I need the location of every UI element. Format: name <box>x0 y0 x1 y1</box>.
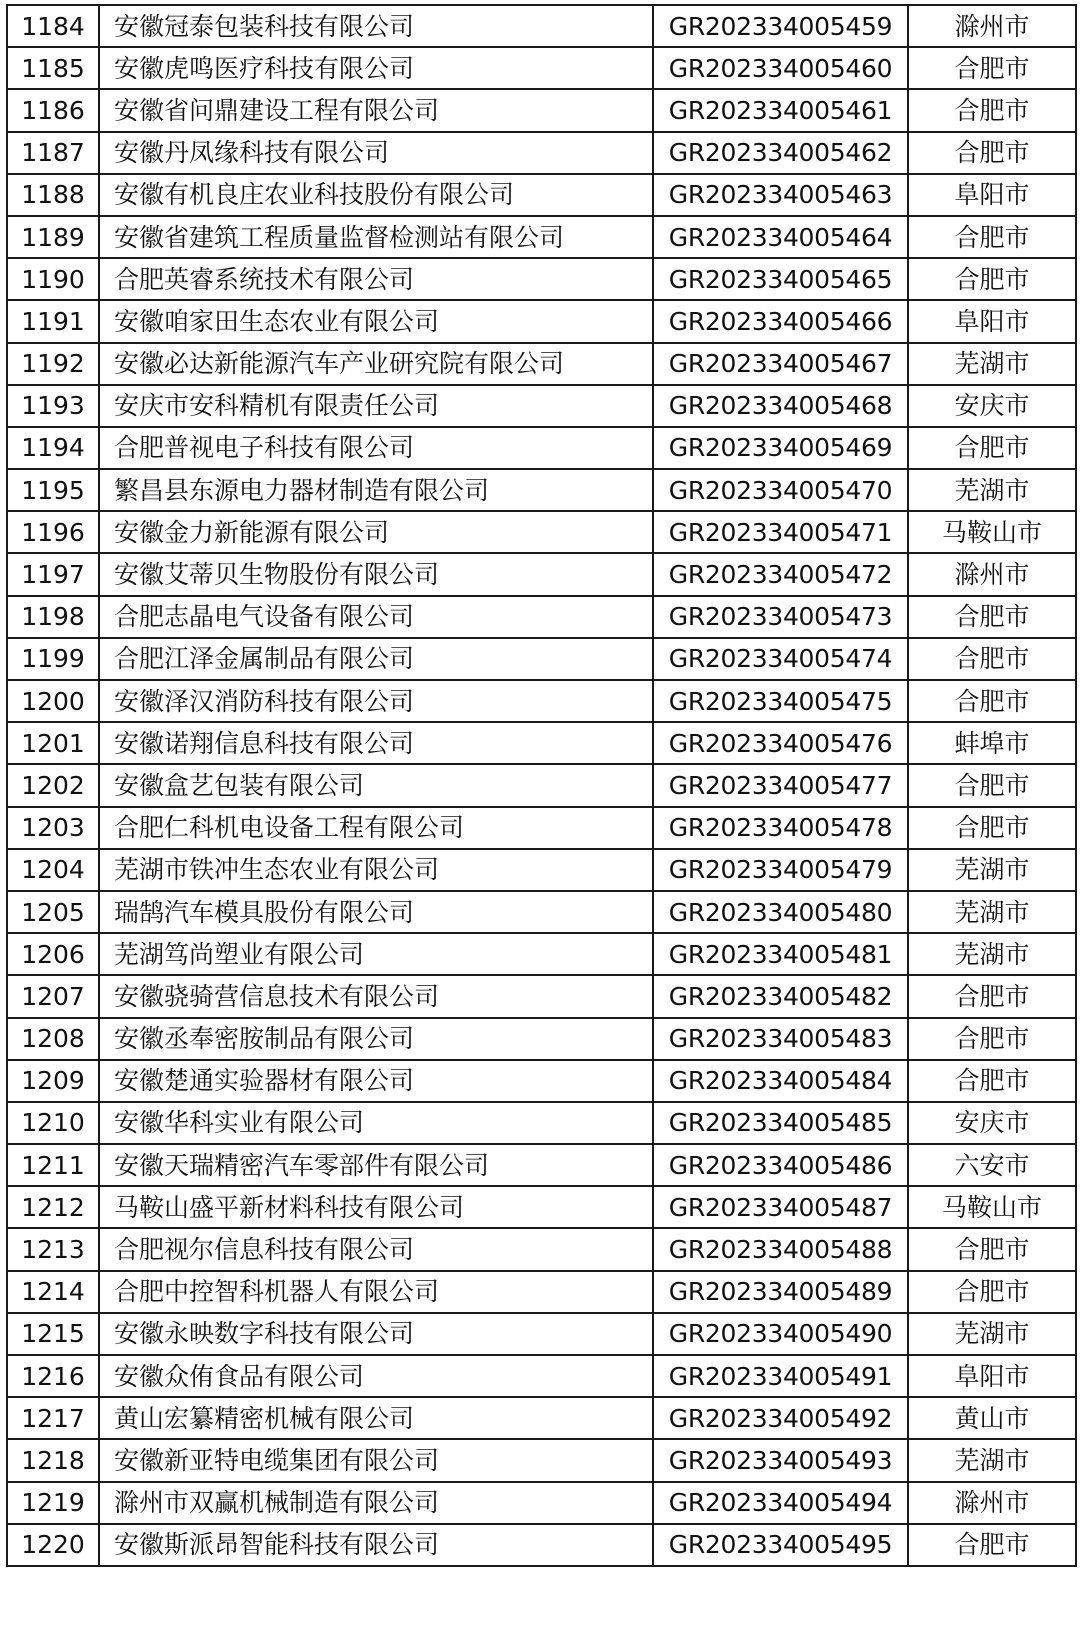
city-name: 合肥市 <box>908 1018 1076 1060</box>
table-row <box>7 1144 1076 1186</box>
row-number: 1198 <box>7 596 99 638</box>
row-number: 1216 <box>7 1355 99 1397</box>
certificate-number: GR202334005465 <box>653 258 908 300</box>
company-name: 合肥志晶电气设备有限公司 <box>99 596 653 638</box>
row-number: 1215 <box>7 1313 99 1355</box>
row-number: 1210 <box>7 1102 99 1144</box>
row-number: 1209 <box>7 1060 99 1102</box>
row-number: 1187 <box>7 132 99 174</box>
company-name: 安徽泽汉消防科技有限公司 <box>99 680 653 722</box>
city-name: 阜阳市 <box>908 1355 1076 1397</box>
table-row <box>7 47 1076 89</box>
table-row <box>7 89 1076 131</box>
table-row <box>7 849 1076 891</box>
certificate-number: GR202334005459 <box>653 5 908 47</box>
city-name: 合肥市 <box>908 638 1076 680</box>
city-name: 马鞍山市 <box>908 511 1076 553</box>
table-row <box>7 596 1076 638</box>
city-name: 合肥市 <box>908 132 1076 174</box>
city-name: 芜湖市 <box>908 1313 1076 1355</box>
table-row <box>7 1228 1076 1270</box>
certificate-number: GR202334005461 <box>653 89 908 131</box>
company-name: 合肥普视电子科技有限公司 <box>99 427 653 469</box>
row-number: 1185 <box>7 47 99 89</box>
certificate-number: GR202334005470 <box>653 469 908 511</box>
city-name: 蚌埠市 <box>908 722 1076 764</box>
row-number: 1206 <box>7 933 99 975</box>
row-number: 1201 <box>7 722 99 764</box>
table-row <box>7 1186 1076 1228</box>
company-name: 安徽斯派昂智能科技有限公司 <box>99 1524 653 1566</box>
row-number: 1218 <box>7 1439 99 1481</box>
certificate-number: GR202334005490 <box>653 1313 908 1355</box>
company-name: 安徽丹凤缘科技有限公司 <box>99 132 653 174</box>
table-row <box>7 680 1076 722</box>
company-name: 芜湖笃尚塑业有限公司 <box>99 933 653 975</box>
table-row <box>7 300 1076 342</box>
table-row <box>7 975 1076 1017</box>
certificate-number: GR202334005489 <box>653 1271 908 1313</box>
row-number: 1214 <box>7 1271 99 1313</box>
table-row <box>7 427 1076 469</box>
certificate-number: GR202334005484 <box>653 1060 908 1102</box>
table-body <box>7 5 1076 1566</box>
certificate-number: GR202334005471 <box>653 511 908 553</box>
company-table <box>6 4 1077 1567</box>
city-name: 芜湖市 <box>908 343 1076 385</box>
company-name: 安徽省建筑工程质量监督检测站有限公司 <box>99 216 653 258</box>
row-number: 1212 <box>7 1186 99 1228</box>
certificate-number: GR202334005476 <box>653 722 908 764</box>
row-number: 1204 <box>7 849 99 891</box>
table-row <box>7 511 1076 553</box>
table-row <box>7 1355 1076 1397</box>
city-name: 芜湖市 <box>908 1439 1076 1481</box>
company-name: 安徽虎鸣医疗科技有限公司 <box>99 47 653 89</box>
company-name: 芜湖市铁冲生态农业有限公司 <box>99 849 653 891</box>
city-name: 马鞍山市 <box>908 1186 1076 1228</box>
certificate-number: GR202334005494 <box>653 1482 908 1524</box>
company-name: 安徽天瑞精密汽车零部件有限公司 <box>99 1144 653 1186</box>
company-name: 合肥英睿系统技术有限公司 <box>99 258 653 300</box>
table-row <box>7 1060 1076 1102</box>
certificate-number: GR202334005482 <box>653 975 908 1017</box>
row-number: 1184 <box>7 5 99 47</box>
table-row <box>7 174 1076 216</box>
city-name: 黄山市 <box>908 1397 1076 1439</box>
table-row <box>7 891 1076 933</box>
row-number: 1196 <box>7 511 99 553</box>
city-name: 合肥市 <box>908 596 1076 638</box>
company-name: 安徽咱家田生态农业有限公司 <box>99 300 653 342</box>
company-name: 安徽众侑食品有限公司 <box>99 1355 653 1397</box>
certificate-number: GR202334005473 <box>653 596 908 638</box>
row-number: 1205 <box>7 891 99 933</box>
certificate-number: GR202334005485 <box>653 1102 908 1144</box>
row-number: 1188 <box>7 174 99 216</box>
row-number: 1190 <box>7 258 99 300</box>
row-number: 1203 <box>7 807 99 849</box>
company-name: 安徽冠泰包装科技有限公司 <box>99 5 653 47</box>
certificate-number: GR202334005474 <box>653 638 908 680</box>
certificate-number: GR202334005477 <box>653 764 908 806</box>
table-row <box>7 469 1076 511</box>
table-row <box>7 258 1076 300</box>
row-number: 1207 <box>7 975 99 1017</box>
city-name: 合肥市 <box>908 680 1076 722</box>
company-name: 安徽骁骑营信息技术有限公司 <box>99 975 653 1017</box>
certificate-number: GR202334005479 <box>653 849 908 891</box>
company-name: 黄山宏纂精密机械有限公司 <box>99 1397 653 1439</box>
city-name: 合肥市 <box>908 1060 1076 1102</box>
certificate-number: GR202334005472 <box>653 553 908 595</box>
table-row <box>7 1439 1076 1481</box>
city-name: 芜湖市 <box>908 469 1076 511</box>
row-number: 1189 <box>7 216 99 258</box>
company-name: 安徽丞奉密胺制品有限公司 <box>99 1018 653 1060</box>
certificate-number: GR202334005469 <box>653 427 908 469</box>
table-row <box>7 1482 1076 1524</box>
row-number: 1193 <box>7 385 99 427</box>
company-name: 安徽盒艺包装有限公司 <box>99 764 653 806</box>
row-number: 1186 <box>7 89 99 131</box>
row-number: 1199 <box>7 638 99 680</box>
certificate-number: GR202334005466 <box>653 300 908 342</box>
company-name: 安徽永映数字科技有限公司 <box>99 1313 653 1355</box>
certificate-number: GR202334005491 <box>653 1355 908 1397</box>
city-name: 滁州市 <box>908 1482 1076 1524</box>
city-name: 芜湖市 <box>908 933 1076 975</box>
certificate-number: GR202334005475 <box>653 680 908 722</box>
row-number: 1195 <box>7 469 99 511</box>
table-row <box>7 1271 1076 1313</box>
city-name: 合肥市 <box>908 1524 1076 1566</box>
certificate-number: GR202334005464 <box>653 216 908 258</box>
table-row <box>7 553 1076 595</box>
table-row <box>7 343 1076 385</box>
row-number: 1197 <box>7 553 99 595</box>
city-name: 合肥市 <box>908 1228 1076 1270</box>
company-name: 繁昌县东源电力器材制造有限公司 <box>99 469 653 511</box>
city-name: 滁州市 <box>908 553 1076 595</box>
certificate-number: GR202334005460 <box>653 47 908 89</box>
city-name: 合肥市 <box>908 1271 1076 1313</box>
table-row <box>7 1524 1076 1566</box>
row-number: 1208 <box>7 1018 99 1060</box>
city-name: 滁州市 <box>908 5 1076 47</box>
company-name: 安徽诺翔信息科技有限公司 <box>99 722 653 764</box>
row-number: 1220 <box>7 1524 99 1566</box>
city-name: 安庆市 <box>908 385 1076 427</box>
table-row <box>7 5 1076 47</box>
certificate-number: GR202334005480 <box>653 891 908 933</box>
company-name: 安徽艾蒂贝生物股份有限公司 <box>99 553 653 595</box>
company-name: 合肥仁科机电设备工程有限公司 <box>99 807 653 849</box>
certificate-number: GR202334005478 <box>653 807 908 849</box>
certificate-number: GR202334005483 <box>653 1018 908 1060</box>
company-name: 合肥江泽金属制品有限公司 <box>99 638 653 680</box>
row-number: 1219 <box>7 1482 99 1524</box>
row-number: 1200 <box>7 680 99 722</box>
table-row <box>7 216 1076 258</box>
table-row <box>7 1102 1076 1144</box>
city-name: 合肥市 <box>908 47 1076 89</box>
company-name: 安徽楚通实验器材有限公司 <box>99 1060 653 1102</box>
city-name: 芜湖市 <box>908 891 1076 933</box>
table-row <box>7 807 1076 849</box>
company-name: 瑞鹄汽车模具股份有限公司 <box>99 891 653 933</box>
table-row <box>7 638 1076 680</box>
city-name: 合肥市 <box>908 89 1076 131</box>
table-row <box>7 1018 1076 1060</box>
row-number: 1202 <box>7 764 99 806</box>
city-name: 六安市 <box>908 1144 1076 1186</box>
certificate-number: GR202334005487 <box>653 1186 908 1228</box>
row-number: 1211 <box>7 1144 99 1186</box>
city-name: 合肥市 <box>908 216 1076 258</box>
company-name: 安徽新亚特电缆集团有限公司 <box>99 1439 653 1481</box>
company-name: 滁州市双赢机械制造有限公司 <box>99 1482 653 1524</box>
city-name: 合肥市 <box>908 807 1076 849</box>
certificate-number: GR202334005486 <box>653 1144 908 1186</box>
company-name: 安庆市安科精机有限责任公司 <box>99 385 653 427</box>
table-row <box>7 1313 1076 1355</box>
certificate-number: GR202334005495 <box>653 1524 908 1566</box>
company-name: 安徽必达新能源汽车产业研究院有限公司 <box>99 343 653 385</box>
certificate-number: GR202334005488 <box>653 1228 908 1270</box>
table-row <box>7 722 1076 764</box>
certificate-number: GR202334005492 <box>653 1397 908 1439</box>
company-name: 合肥视尔信息科技有限公司 <box>99 1228 653 1270</box>
certificate-number: GR202334005481 <box>653 933 908 975</box>
city-name: 安庆市 <box>908 1102 1076 1144</box>
company-name: 合肥中控智科机器人有限公司 <box>99 1271 653 1313</box>
table-row <box>7 385 1076 427</box>
city-name: 合肥市 <box>908 975 1076 1017</box>
company-name: 安徽省问鼎建设工程有限公司 <box>99 89 653 131</box>
row-number: 1192 <box>7 343 99 385</box>
table-row <box>7 764 1076 806</box>
company-name: 安徽有机良庄农业科技股份有限公司 <box>99 174 653 216</box>
certificate-number: GR202334005462 <box>653 132 908 174</box>
company-name: 马鞍山盛平新材料科技有限公司 <box>99 1186 653 1228</box>
city-name: 芜湖市 <box>908 849 1076 891</box>
city-name: 合肥市 <box>908 427 1076 469</box>
certificate-number: GR202334005463 <box>653 174 908 216</box>
row-number: 1191 <box>7 300 99 342</box>
table-row <box>7 132 1076 174</box>
city-name: 阜阳市 <box>908 174 1076 216</box>
row-number: 1194 <box>7 427 99 469</box>
certificate-number: GR202334005493 <box>653 1439 908 1481</box>
row-number: 1217 <box>7 1397 99 1439</box>
city-name: 合肥市 <box>908 258 1076 300</box>
certificate-number: GR202334005468 <box>653 385 908 427</box>
city-name: 合肥市 <box>908 764 1076 806</box>
city-name: 阜阳市 <box>908 300 1076 342</box>
company-name: 安徽华科实业有限公司 <box>99 1102 653 1144</box>
row-number: 1213 <box>7 1228 99 1270</box>
table-row <box>7 933 1076 975</box>
certificate-number: GR202334005467 <box>653 343 908 385</box>
table-row <box>7 1397 1076 1439</box>
company-name: 安徽金力新能源有限公司 <box>99 511 653 553</box>
